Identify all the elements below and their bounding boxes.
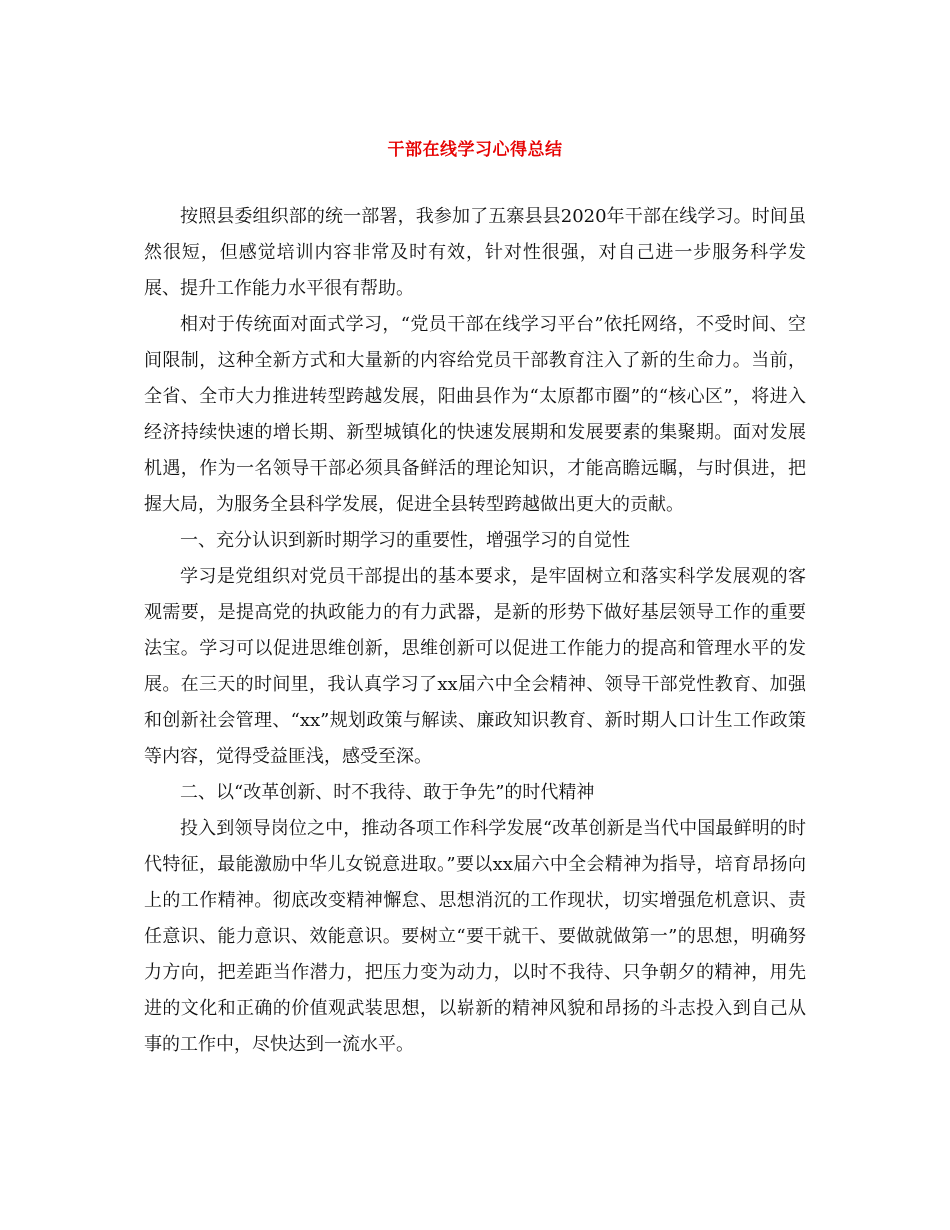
document-body [144, 199, 806, 1063]
paragraph-reform-spirit: 投入到领导岗位之中，推动各项工作科学发展“改革创新是当代中国最鲜明的时代特征，最能激励中华儿女锐意进取。”要以xx届六中全会精神为指导，培育昂扬向上的工作精神。彻底改变精神懈怠、思想消沉的工作现状，切实增强危机意识、责任意识、能力意识、效能意识。要树立“要干就干、要做就做第一”的思想，明确努力方向，把差距当作潜力，把压力变为动力，以时不我待、只争朝夕的精神，用先进的文化和正确的价值观武装思想，以崭新的精神风貌和昂扬的斗志投入到自己从事的工作中，尽快达到一流水平。 [144, 818, 806, 1055]
paragraph-online-platform: 相对于传统面对面式学习，“党员干部在线学习平台”依托网络，不受时间、空间限制，这种全新方式和大量新的内容给党员干部教育注入了新的生命力。当前，全省、全市大力推进转型跨越发展，阳曲县作为“太原都市圈”的“核心区”，将进入经济持续快速的增长期、新型城镇化的快速发展期和发展要素的集聚期。面对发展机遇，作为一名领导干部必须具备鲜活的理论知识，才能高瞻远瞩，与时俱进，把握大局，为服务全县科学发展，促进全县转型跨越做出更大的贡献。 [144, 314, 806, 515]
document-title: 干部在线学习心得总结 [387, 140, 563, 160]
paragraph-learning-importance: 学习是党组织对党员干部提出的基本要求，是牢固树立和落实科学发展观的客观需要，是提高党的执政能力的有力武器，是新的形势下做好基层领导工作的重要法宝。学习可以促进思维创新，思维创新可以促进工作能力的提高和管理水平的发展。在三天的时间里，我认真学习了xx届六中全会精神、领导干部党性教育、加强和创新社会管理、“xx”规划政策与解读、廉政知识教育、新时期人口计生工作政策等内容，觉得受益匪浅，感受至深。 [144, 566, 806, 767]
section-heading-1: 一、充分认识到新时期学习的重要性，增强学习的自觉性 [180, 530, 630, 551]
paragraph-intro: 按照县委组织部的统一部署，我参加了五寨县县2020年干部在线学习。时间虽然很短，但感觉培训内容非常及时有效，针对性很强，对自己进一步服务科学发展、提升工作能力水平很有帮助。 [144, 206, 806, 299]
section-heading-2: 二、以“改革创新、时不我待、敢于争先”的时代精神 [180, 782, 595, 803]
